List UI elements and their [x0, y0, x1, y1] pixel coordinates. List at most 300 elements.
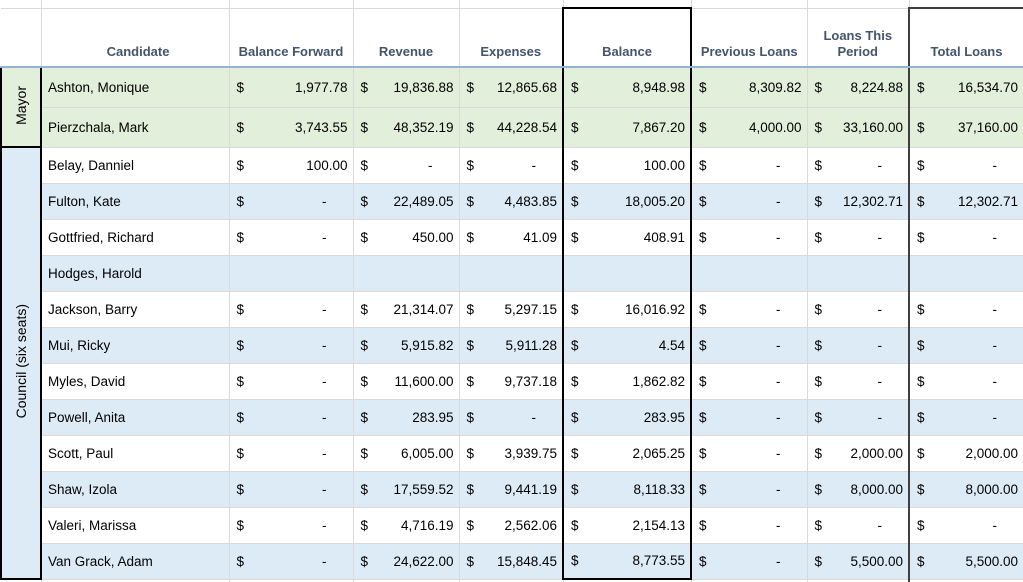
currency-symbol: $ — [699, 373, 707, 389]
cell-balance-forward[interactable] — [229, 327, 353, 363]
amount-value: - — [322, 553, 327, 569]
currency-symbol: $ — [466, 193, 475, 209]
amount-value: - — [428, 157, 433, 173]
cell-balance[interactable] — [563, 327, 691, 363]
currency-symbol: $ — [699, 79, 707, 95]
cell-total-loans[interactable] — [909, 67, 1023, 107]
amount-value: 21,314.07 — [393, 301, 454, 317]
cell-revenue[interactable] — [353, 471, 459, 507]
amount-value: - — [776, 337, 781, 353]
currency-symbol: $ — [360, 445, 369, 461]
amount-value: 283.95 — [412, 409, 454, 425]
cell-expenses[interactable] — [459, 507, 563, 543]
amount-value: 12,302.71 — [842, 193, 903, 209]
cell-previous-loans[interactable] — [691, 543, 807, 579]
amount-value: - — [322, 481, 327, 497]
amount-value: 7,867.20 — [632, 119, 685, 135]
cell-balance[interactable] — [563, 219, 691, 255]
cell-revenue[interactable] — [353, 543, 459, 579]
amount-value: - — [992, 157, 997, 173]
group-label-council[interactable] — [1, 147, 41, 579]
currency-symbol: $ — [236, 119, 245, 135]
currency-symbol: $ — [571, 157, 579, 173]
cell-expenses[interactable] — [459, 363, 563, 399]
spacer-cell — [807, 0, 909, 8]
cell-revenue[interactable] — [353, 255, 459, 291]
cell-balance-forward[interactable] — [229, 543, 353, 579]
amount-value: 2,562.06 — [504, 517, 557, 533]
table-row — [1, 219, 1023, 255]
spacer-cell — [909, 0, 1023, 8]
spacer-cell — [1, 0, 41, 8]
cell-revenue[interactable] — [353, 327, 459, 363]
currency-symbol: $ — [466, 79, 475, 95]
currency-symbol: $ — [699, 409, 707, 425]
amount-value: - — [322, 409, 327, 425]
amount-value: - — [877, 409, 882, 425]
currency-symbol: $ — [814, 301, 823, 317]
currency-symbol: $ — [814, 373, 823, 389]
amount-value: 2,000.00 — [850, 445, 903, 461]
currency-symbol: $ — [699, 229, 707, 245]
currency-symbol: $ — [360, 373, 369, 389]
currency-symbol: $ — [917, 517, 925, 533]
amount-value: - — [992, 229, 997, 245]
currency-symbol: $ — [360, 119, 369, 135]
amount-value: 44,228.54 — [496, 119, 557, 135]
cell-expenses[interactable] — [459, 219, 563, 255]
amount-value: 8,000.00 — [965, 481, 1018, 497]
amount-value: - — [322, 229, 327, 245]
cell-total-loans[interactable] — [909, 363, 1023, 399]
cell-balance-forward[interactable] — [229, 291, 353, 327]
spacer-cell — [459, 0, 563, 8]
amount-value: - — [776, 301, 781, 317]
currency-symbol: $ — [571, 445, 579, 461]
cell-balance[interactable] — [563, 291, 691, 327]
cell-total-loans[interactable] — [909, 435, 1023, 471]
spacer-cell — [563, 0, 691, 8]
currency-symbol: $ — [699, 517, 707, 533]
amount-value: - — [992, 373, 997, 389]
currency-symbol: $ — [814, 517, 823, 533]
amount-value: 408.91 — [643, 229, 685, 245]
currency-symbol: $ — [236, 409, 245, 425]
cell-balance-forward[interactable] — [229, 507, 353, 543]
cell-balance[interactable] — [563, 255, 691, 291]
amount-value: - — [992, 337, 997, 353]
amount-value: 24,622.00 — [393, 553, 454, 569]
amount-value: 22,489.05 — [393, 193, 454, 209]
cell-revenue[interactable] — [353, 363, 459, 399]
currency-symbol: $ — [814, 409, 823, 425]
cell-balance-forward[interactable] — [229, 435, 353, 471]
spacer-cell — [691, 0, 807, 8]
currency-symbol: $ — [917, 301, 925, 317]
amount-value: - — [776, 553, 781, 569]
col-header-total-loans[interactable]: Total Loans — [909, 8, 1023, 67]
currency-symbol: $ — [236, 229, 245, 245]
currency-symbol: $ — [466, 481, 475, 497]
cell-balance[interactable] — [563, 507, 691, 543]
cell-previous-loans[interactable] — [691, 107, 807, 147]
amount-value: - — [877, 337, 882, 353]
amount-value: - — [322, 193, 327, 209]
currency-symbol: $ — [917, 553, 925, 569]
cell-candidate[interactable]: Van Grack, Adam — [41, 543, 229, 579]
col-header-balance[interactable]: Balance — [563, 8, 691, 67]
amount-value: 8,309.82 — [748, 79, 802, 95]
amount-value: 18,005.20 — [624, 193, 685, 209]
cell-expenses[interactable] — [459, 399, 563, 435]
partial-row-top — [1, 0, 1023, 8]
cell-candidate[interactable]: Shaw, Izola — [41, 471, 229, 507]
cell-expenses[interactable] — [459, 67, 563, 107]
cell-previous-loans[interactable] — [691, 219, 807, 255]
cell-revenue[interactable] — [353, 291, 459, 327]
amount-value: 41.09 — [523, 229, 557, 245]
cell-balance-forward[interactable] — [229, 183, 353, 219]
cell-loans-this-period[interactable] — [807, 147, 909, 183]
cell-balance[interactable] — [563, 147, 691, 183]
cell-loans-this-period[interactable] — [807, 471, 909, 507]
amount-value: - — [322, 337, 327, 353]
amount-value: 3,939.75 — [504, 445, 557, 461]
amount-value: 12,865.68 — [496, 79, 557, 95]
amount-value: - — [992, 409, 997, 425]
table-row — [1, 363, 1023, 399]
amount-value: 11,600.00 — [394, 373, 454, 389]
cell-total-loans[interactable] — [909, 399, 1023, 435]
cell-expenses[interactable] — [459, 543, 563, 579]
cell-previous-loans[interactable] — [691, 399, 807, 435]
currency-symbol: $ — [236, 193, 245, 209]
cell-balance-forward[interactable] — [229, 219, 353, 255]
currency-symbol: $ — [571, 373, 579, 389]
amount-value: 4.54 — [658, 337, 685, 353]
cell-balance-forward[interactable] — [229, 399, 353, 435]
currency-symbol: $ — [917, 229, 925, 245]
amount-value: 5,500.00 — [850, 553, 903, 569]
cell-previous-loans[interactable] — [691, 147, 807, 183]
amount-value: - — [776, 517, 781, 533]
cell-balance[interactable] — [563, 471, 691, 507]
currency-symbol: $ — [571, 481, 579, 497]
cell-revenue[interactable] — [353, 183, 459, 219]
col-header-loans-this-period[interactable]: Loans This Period — [807, 8, 909, 67]
cell-total-loans[interactable] — [909, 471, 1023, 507]
amount-value: 12,302.71 — [957, 193, 1018, 209]
amount-value: 3,743.55 — [294, 119, 348, 135]
currency-symbol: $ — [814, 119, 823, 135]
amount-value: 4,000.00 — [748, 119, 802, 135]
currency-symbol: $ — [571, 553, 579, 569]
table-row — [1, 183, 1023, 219]
amount-value: 2,154.13 — [632, 517, 685, 533]
table-row — [1, 107, 1023, 147]
currency-symbol: $ — [814, 157, 823, 173]
amount-value: 48,352.19 — [393, 119, 454, 135]
amount-value: 5,297.15 — [504, 301, 557, 317]
cell-revenue[interactable] — [353, 219, 459, 255]
amount-value: 1,862.82 — [632, 373, 685, 389]
amount-value: 2,065.25 — [632, 445, 685, 461]
amount-value: 450.00 — [412, 229, 454, 245]
cell-balance-forward[interactable] — [229, 67, 353, 107]
cell-previous-loans[interactable] — [691, 183, 807, 219]
cell-loans-this-period[interactable] — [807, 67, 909, 107]
cell-loans-this-period[interactable] — [807, 183, 909, 219]
currency-symbol: $ — [571, 119, 579, 135]
currency-symbol: $ — [699, 445, 707, 461]
currency-symbol: $ — [466, 553, 475, 569]
header-row — [1, 8, 1023, 67]
cell-candidate[interactable]: Jackson, Barry — [41, 291, 229, 327]
cell-candidate[interactable]: Valeri, Marissa — [41, 507, 229, 543]
amount-value: 33,160.00 — [842, 119, 903, 135]
currency-symbol: $ — [466, 301, 475, 317]
currency-symbol: $ — [360, 337, 369, 353]
cell-total-loans[interactable] — [909, 255, 1023, 291]
currency-symbol: $ — [236, 481, 245, 497]
currency-symbol: $ — [571, 409, 579, 425]
cell-previous-loans[interactable] — [691, 291, 807, 327]
currency-symbol: $ — [466, 157, 475, 173]
cell-balance-forward[interactable] — [229, 471, 353, 507]
currency-symbol: $ — [236, 301, 245, 317]
cell-expenses[interactable] — [459, 327, 563, 363]
amount-value: 8,773.55 — [632, 553, 685, 569]
amount-value: 17,559.52 — [393, 481, 454, 497]
currency-symbol: $ — [571, 301, 579, 317]
currency-symbol: $ — [917, 481, 925, 497]
cell-loans-this-period[interactable] — [807, 543, 909, 579]
currency-symbol: $ — [466, 517, 475, 533]
table-row — [1, 543, 1023, 579]
cell-loans-this-period[interactable] — [807, 507, 909, 543]
amount-value: 1,977.78 — [294, 79, 348, 95]
cell-expenses[interactable] — [459, 471, 563, 507]
table-row — [1, 435, 1023, 471]
amount-value: - — [322, 517, 327, 533]
currency-symbol: $ — [814, 337, 823, 353]
cell-balance[interactable] — [563, 107, 691, 147]
cell-revenue[interactable] — [353, 435, 459, 471]
currency-symbol: $ — [236, 79, 245, 95]
cell-previous-loans[interactable] — [691, 363, 807, 399]
currency-symbol: $ — [236, 445, 245, 461]
cell-expenses[interactable] — [459, 291, 563, 327]
currency-symbol: $ — [814, 553, 823, 569]
table-row — [1, 507, 1023, 543]
cell-previous-loans[interactable] — [691, 255, 807, 291]
amount-value: - — [992, 301, 997, 317]
currency-symbol: $ — [360, 229, 369, 245]
spacer-cell — [229, 0, 353, 8]
cell-total-loans[interactable] — [909, 183, 1023, 219]
cell-candidate[interactable]: Ashton, Monique — [41, 67, 229, 107]
amount-value: 4,483.85 — [504, 193, 557, 209]
table-row — [1, 399, 1023, 435]
amount-value: 16,016.92 — [624, 301, 685, 317]
amount-value: - — [531, 409, 536, 425]
col-header-candidate[interactable]: Candidate — [41, 8, 229, 67]
col-header-previous-loans[interactable]: Previous Loans — [691, 8, 807, 67]
currency-symbol: $ — [814, 481, 823, 497]
col-header-balance-forward[interactable]: Balance Forward — [229, 8, 353, 67]
currency-symbol: $ — [571, 79, 579, 95]
currency-symbol: $ — [236, 157, 245, 173]
table-row — [1, 67, 1023, 107]
cell-balance-forward[interactable] — [229, 363, 353, 399]
table-row — [1, 327, 1023, 363]
cell-revenue[interactable] — [353, 399, 459, 435]
currency-symbol: $ — [571, 193, 579, 209]
currency-symbol: $ — [699, 193, 707, 209]
cell-loans-this-period[interactable] — [807, 363, 909, 399]
currency-symbol: $ — [466, 373, 475, 389]
cell-balance[interactable] — [563, 435, 691, 471]
cell-previous-loans[interactable] — [691, 471, 807, 507]
cell-balance[interactable] — [563, 363, 691, 399]
cell-balance-forward[interactable] — [229, 107, 353, 147]
currency-symbol: $ — [917, 445, 925, 461]
currency-symbol: $ — [699, 553, 707, 569]
currency-symbol: $ — [466, 229, 475, 245]
amount-value: - — [877, 229, 882, 245]
amount-value: 4,716.19 — [400, 517, 454, 533]
cell-revenue[interactable] — [353, 67, 459, 107]
currency-symbol: $ — [571, 337, 579, 353]
cell-balance[interactable] — [563, 67, 691, 107]
col-header-expenses[interactable]: Expenses — [459, 8, 563, 67]
amount-value: - — [776, 409, 781, 425]
amount-value: - — [877, 373, 882, 389]
cell-candidate[interactable]: Pierzchala, Mark — [41, 107, 229, 147]
cell-candidate[interactable]: Mui, Ricky — [41, 327, 229, 363]
amount-value: - — [776, 229, 781, 245]
amount-value: - — [531, 157, 536, 173]
cell-candidate[interactable]: Fulton, Kate — [41, 183, 229, 219]
currency-symbol: $ — [466, 409, 475, 425]
cell-expenses[interactable] — [459, 107, 563, 147]
currency-symbol: $ — [360, 409, 369, 425]
cell-balance-forward[interactable] — [229, 147, 353, 183]
currency-symbol: $ — [236, 373, 245, 389]
cell-loans-this-period[interactable] — [807, 435, 909, 471]
cell-previous-loans[interactable] — [691, 327, 807, 363]
cell-total-loans[interactable] — [909, 291, 1023, 327]
currency-symbol: $ — [699, 157, 707, 173]
cell-loans-this-period[interactable] — [807, 219, 909, 255]
amount-value: 15,848.45 — [496, 553, 557, 569]
amount-value: - — [776, 157, 781, 173]
spacer-cell — [41, 0, 229, 8]
amount-value: - — [776, 481, 781, 497]
amount-value: 100.00 — [643, 157, 685, 173]
cell-candidate[interactable]: Powell, Anita — [41, 399, 229, 435]
amount-value: 2,000.00 — [965, 445, 1018, 461]
currency-symbol: $ — [917, 119, 925, 135]
amount-value: 8,948.98 — [632, 79, 685, 95]
currency-symbol: $ — [814, 193, 823, 209]
table-body — [1, 67, 1023, 579]
cell-total-loans[interactable] — [909, 543, 1023, 579]
cell-revenue[interactable] — [353, 507, 459, 543]
currency-symbol: $ — [360, 193, 369, 209]
cell-previous-loans[interactable] — [691, 507, 807, 543]
amount-value: - — [877, 157, 882, 173]
currency-symbol: $ — [466, 119, 475, 135]
currency-symbol: $ — [814, 79, 823, 95]
cell-expenses[interactable] — [459, 255, 563, 291]
amount-value: 6,005.00 — [400, 445, 454, 461]
amount-value: 9,737.18 — [504, 373, 557, 389]
cell-total-loans[interactable] — [909, 107, 1023, 147]
corner-cell — [1, 8, 41, 67]
currency-symbol: $ — [360, 301, 369, 317]
cell-expenses[interactable] — [459, 147, 563, 183]
cell-loans-this-period[interactable] — [807, 399, 909, 435]
amount-value: - — [877, 517, 882, 533]
table-row — [1, 291, 1023, 327]
amount-value: 9,441.19 — [504, 481, 557, 497]
cell-candidate[interactable]: Belay, Danniel — [41, 147, 229, 183]
amount-value: 8,118.33 — [633, 481, 685, 497]
amount-value: 8,000.00 — [850, 481, 903, 497]
cell-candidate[interactable]: Hodges, Harold — [41, 255, 229, 291]
cell-expenses[interactable] — [459, 183, 563, 219]
group-label-mayor[interactable] — [1, 67, 41, 147]
cell-balance-forward[interactable] — [229, 255, 353, 291]
currency-symbol: $ — [236, 337, 245, 353]
cell-previous-loans[interactable] — [691, 435, 807, 471]
group-label-text: Mayor — [13, 86, 29, 125]
cell-candidate[interactable]: Scott, Paul — [41, 435, 229, 471]
cell-revenue[interactable] — [353, 107, 459, 147]
cell-balance[interactable] — [563, 183, 691, 219]
cell-loans-this-period[interactable] — [807, 327, 909, 363]
amount-value: 283.95 — [643, 409, 685, 425]
col-header-revenue[interactable]: Revenue — [353, 8, 459, 67]
cell-loans-this-period[interactable] — [807, 291, 909, 327]
cell-candidate[interactable]: Gottfried, Richard — [41, 219, 229, 255]
cell-balance[interactable] — [563, 399, 691, 435]
amount-value: - — [776, 193, 781, 209]
amount-value: 5,911.28 — [505, 337, 557, 353]
table-row — [1, 255, 1023, 291]
currency-symbol: $ — [360, 481, 369, 497]
cell-candidate[interactable]: Myles, David — [41, 363, 229, 399]
cell-total-loans[interactable] — [909, 219, 1023, 255]
cell-loans-this-period[interactable] — [807, 255, 909, 291]
currency-symbol: $ — [917, 79, 925, 95]
currency-symbol: $ — [236, 553, 245, 569]
amount-value: 100.00 — [306, 157, 348, 173]
cell-revenue[interactable] — [353, 147, 459, 183]
cell-total-loans[interactable] — [909, 327, 1023, 363]
cell-total-loans[interactable] — [909, 147, 1023, 183]
table-row — [1, 147, 1023, 183]
amount-value: - — [992, 517, 997, 533]
currency-symbol: $ — [360, 553, 369, 569]
cell-expenses[interactable] — [459, 435, 563, 471]
cell-total-loans[interactable] — [909, 507, 1023, 543]
amount-value: 16,534.70 — [957, 79, 1018, 95]
cell-previous-loans[interactable] — [691, 67, 807, 107]
cell-loans-this-period[interactable] — [807, 107, 909, 147]
cell-balance[interactable] — [563, 543, 691, 579]
